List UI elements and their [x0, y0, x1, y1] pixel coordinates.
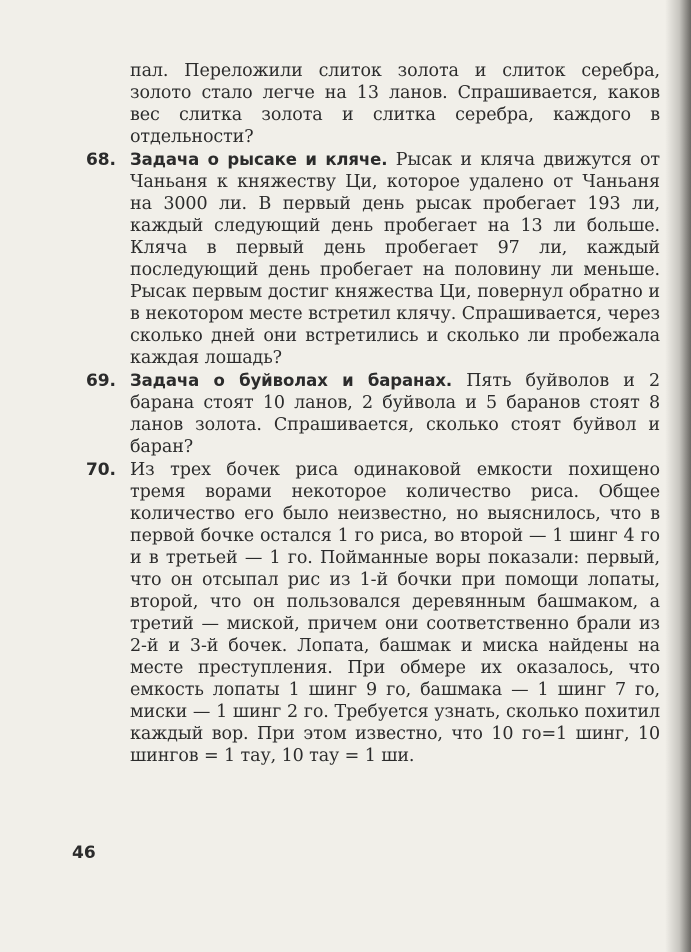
problem-text: Рысак и кляча движутся от Чаньаня к княжеству Ци, которое удалено от Чаньаня на 3000 ли. В первый день рысак пробегает 193 ли, каждый следующий день пробегает на 13 ли больше. Кляча в первый день пробегает 97 ли, каждый последующий день пробегает на половину ли меньше. Рысак первым достиг княжества Ци, повернул обратно и в некотором месте встретил клячу. Спрашивается, через сколько дней они встретились и сколько ли пробежала каждая лошадь? — [130, 150, 660, 368]
problem-number: 70. — [86, 460, 116, 480]
problem-68 — [86, 149, 660, 369]
problem-text: Пять буйволов и 2 барана стоят 10 ланов, 2 буйвола и 5 баранов стоят 8 ланов золота. Спрашивается, сколько стоят буйвол и баран? — [130, 371, 660, 457]
problem-title: Задача о буйволах и баранах. — [130, 371, 453, 390]
page-text — [86, 60, 660, 767]
continuation-text: пал. Переложили слиток золота и слиток серебра, золото стало легче на 13 ланов. Спрашивается, каков вес слитка золота и слитка серебра, каждого в отдельности? — [130, 61, 660, 147]
problem-text: Из трех бочек риса одинаковой емкости похищено тремя ворами некоторое количество риса. Общее количество его было неизвестно, но выяснилось, что в первой бочке остался 1 го риса, во второй — 1 шинг 4 го и в третьей — 1 го. Пойманные воры показали: первый, что он отсыпал рис из 1-й бочки при помощи лопаты, второй, что он пользовался деревянным башмаком, а третий — миской, причем они соответственно брали из 2-й и 3-й бочек. Лопата, башмак и миска найдены на месте преступления. При обмере их оказалось, что емкость лопаты 1 шинг 9 го, башмака — 1 шинг 7 го, миски — 1 шинг 2 го. Требуется узнать, сколько похитил каждый вор. При этом известно, что 10 го=1 шинг, 10 шингов = 1 тау, 10 тау = 1 ши. — [130, 460, 660, 766]
problem-number: 68. — [86, 150, 116, 170]
problem-69 — [86, 370, 660, 458]
problem-70 — [86, 459, 660, 767]
continuation-paragraph — [86, 60, 660, 148]
problem-title: Задача о рысаке и кляче. — [130, 150, 388, 169]
page-number: 46 — [72, 843, 96, 863]
page-edge-shadow — [665, 0, 691, 952]
problem-number: 69. — [86, 371, 116, 391]
